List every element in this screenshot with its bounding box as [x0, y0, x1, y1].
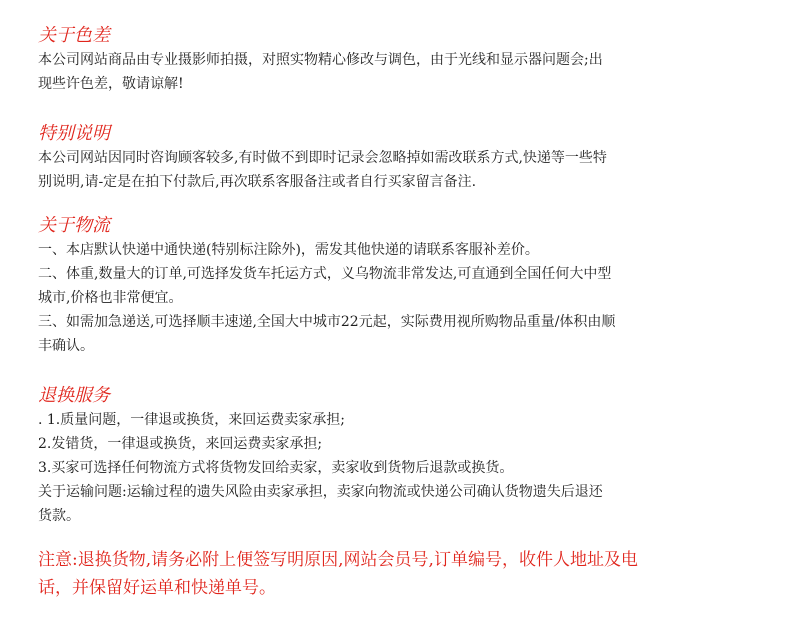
notice-line: 话，并保留好运单和快递单号。	[38, 578, 276, 598]
text-line: 3.买家可选择任何物流方式将货物发回给卖家，卖家收到货物后退款或换货。	[38, 460, 514, 476]
section-logistics	[38, 214, 758, 358]
text-line: 二、体重,数量大的订单,可选择发货车托运方式，义乌物流非常发达,可直通到全国任何大中型	[38, 266, 612, 282]
text-line: . 1.质量问题，一律退或换货，来回运费卖家承担;	[38, 412, 345, 428]
text-line: 丰确认。	[38, 338, 94, 354]
return-notice	[38, 546, 768, 602]
section-returns	[38, 384, 758, 528]
section-color-difference	[38, 24, 758, 96]
text-line: 现些许色差，敬请谅解!	[38, 76, 184, 92]
text-line: 货款。	[38, 508, 80, 524]
text-line: 2.发错货，一律退或换货，来回运费卖家承担;	[38, 436, 323, 452]
text-line: 本公司网站商品由专业摄影师拍摄，对照实物精心修改与调色，由于光线和显示器问题会;出	[38, 52, 603, 68]
section-title-returns: 退换服务	[38, 385, 110, 406]
section-body-logistics	[38, 238, 758, 358]
text-line: 别说明,请-定是在拍下付款后,再次联系客服备注或者自行买家留言备注.	[38, 174, 477, 190]
section-body-returns	[38, 408, 758, 528]
notice-line: 注意:退换货物,请务必附上便签写明原因,网站会员号,订单编号，收件人地址及电	[38, 550, 638, 570]
section-title-special-notes: 特别说明	[38, 123, 110, 144]
text-line: 关于运输问题:运输过程的遗失风险由卖家承担，卖家向物流或快递公司确认货物遗失后退还	[38, 484, 603, 500]
section-body-color-difference	[38, 48, 758, 96]
section-body-special-notes	[38, 146, 758, 194]
text-line: 一、本店默认快递中通快递(特别标注除外)，需发其他快递的请联系客服补差价。	[38, 242, 539, 258]
section-title-color-difference: 关于色差	[38, 25, 110, 46]
section-title-logistics: 关于物流	[38, 215, 110, 236]
text-line: 三、如需加急递送,可选择顺丰速递,全国大中城市22元起，实际费用视所购物品重量/体积由顺	[38, 314, 616, 330]
section-special-notes	[38, 122, 758, 194]
text-line: 本公司网站因同时咨询顾客较多,有时做不到即时记录会忽略掉如需改联系方式,快递等一些特	[38, 150, 607, 166]
text-line: 城市,价格也非常便宜。	[38, 290, 183, 306]
